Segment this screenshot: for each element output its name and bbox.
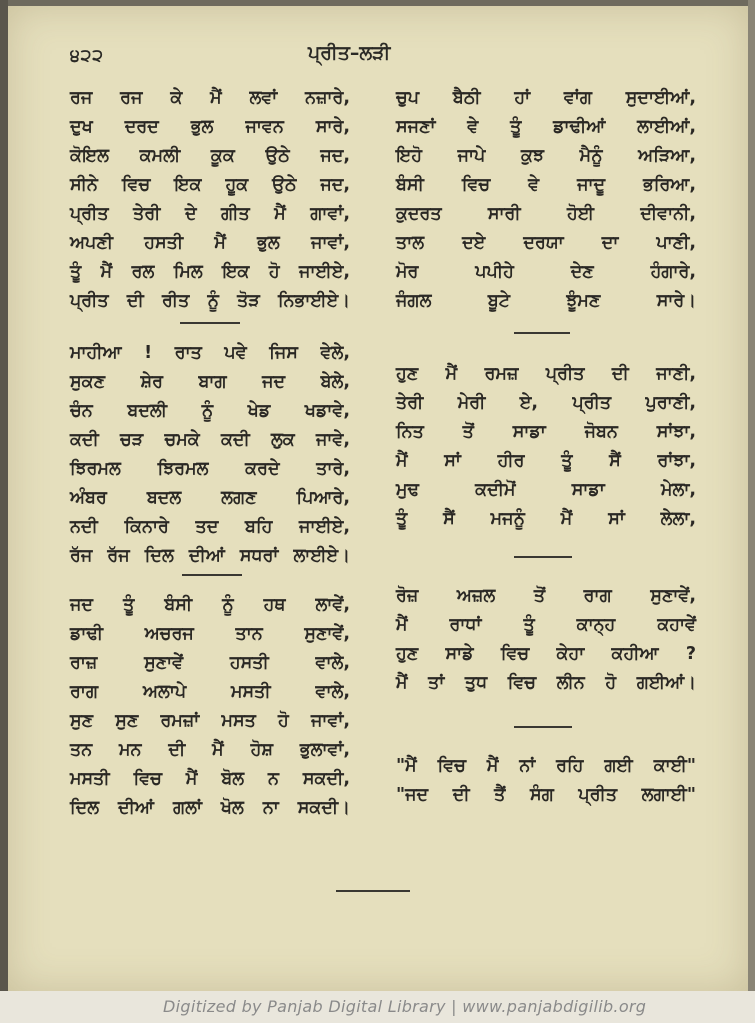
verse-line: ਹੁਣ ਸਾਡੇ ਵਿਚ ਕੇਹਾ ਕਹੀਆ ? (396, 644, 696, 664)
right-stanza-1 (396, 84, 696, 316)
verse-line: ਸੁਕਣ ਸ਼ੇਰ ਬਾਗ ਜਦ ਬੇਲੇ, (70, 372, 350, 392)
verse-line: ਮੈਂ ਰਾਧਾਂ ਤੂੰ ਕਾਨ੍ਹ ਕਹਾਵੇਂ (396, 615, 696, 635)
verse-line: ਮਾਹੀਆ ! ਰਾਤ ਪਵੇ ਜਿਸ ਵੇਲੇ, (70, 343, 350, 363)
verse-line: ਨਿਤ ਤੋਂ ਸਾਡਾ ਜੋਬਨ ਸਾਂਝਾ, (396, 422, 696, 442)
left-stanza-2 (70, 339, 350, 571)
left-stanza-1 (70, 84, 350, 316)
right-stanza-2 (396, 360, 696, 534)
right-closing-quote (396, 752, 696, 810)
verse-line: ਹੁਣ ਮੈਂ ਰਮਜ਼ ਪ੍ਰੀਤ ਦੀ ਜਾਣੀ, (396, 364, 696, 384)
verse-line: ਕੁਦਰਤ ਸਾਰੀ ਹੋਈ ਦੀਵਾਨੀ, (396, 204, 696, 224)
verse-line: ਜਦ ਤੂੰ ਬੰਸੀ ਨੂੰ ਹਥ ਲਾਵੇਂ, (70, 595, 350, 615)
stanza-divider (514, 556, 572, 558)
verse-line: ਬੰਸੀ ਵਿਚ ਵੇ ਜਾਦੂ ਭਰਿਆ, (396, 175, 696, 195)
verse-line: ਸੁਣ ਸੁਣ ਰਮਜ਼ਾਂ ਮਸਤ ਹੋ ਜਾਵਾਂ, (70, 711, 350, 731)
verse-line: ਇਹੋ ਜਾਪੇ ਕੁਝ ਮੈਨੂੰ ਅੜਿਆ, (396, 146, 696, 166)
page-header (8, 40, 748, 70)
stanza-divider (180, 322, 240, 324)
verse-line: ਤੂੰ ਸੈਂ ਮਜਨੂੰ ਮੈਂ ਸਾਂ ਲੇਲਾ, (396, 509, 696, 529)
verse-line: ਰਾਗ ਅਲਾਪੇ ਮਸਤੀ ਵਾਲੇ, (70, 682, 350, 702)
verse-line: ਮੈਂ ਸਾਂ ਹੀਰ ਤੂੰ ਸੈਂ ਰਾਂਝਾ, (396, 451, 696, 471)
verse-line: ਚੰਨ ਬਦਲੀ ਨੂੰ ਖੇਡ ਖਡਾਵੇ, (70, 401, 350, 421)
running-title: ਪ੍ਰੀਤ–ਲੜੀ (308, 42, 391, 64)
verse-line: ਅਪਣੀ ਹਸਤੀ ਮੈਂ ਭੁਲ ਜਾਵਾਂ, (70, 233, 350, 253)
verse-line: ਪ੍ਰੀਤ ਤੇਰੀ ਦੇ ਗੀਤ ਮੈਂ ਗਾਵਾਂ, (70, 204, 350, 224)
verse-line: ਚੁਪ ਬੈਠੀ ਹਾਂ ਵਾਂਗ ਸੁਦਾਈਆਂ, (396, 88, 696, 108)
verse-line: ਦਿਲ ਦੀਆਂ ਗਲਾਂ ਖੋਲ ਨਾ ਸਕਦੀ। (70, 798, 350, 818)
verse-line: ਰੱਜ ਰੱਜ ਦਿਲ ਦੀਆਂ ਸਧਰਾਂ ਲਾਈਏ। (70, 546, 350, 566)
verse-line: ਤਾਲ ਦਏ ਦਰਯਾ ਦਾ ਪਾਣੀ, (396, 233, 696, 253)
verse-line: ਮੁਢ ਕਦੀਮੋਂ ਸਾਡਾ ਮੇਲਾ, (396, 480, 696, 500)
verse-line: ਮਸਤੀ ਵਿਚ ਮੈਂ ਬੋਲ ਨ ਸਕਦੀ, (70, 769, 350, 789)
verse-line: ਦੁਖ ਦਰਦ ਭੁਲ ਜਾਵਨ ਸਾਰੇ, (70, 117, 350, 137)
left-stanza-3 (70, 591, 350, 823)
verse-line: ਕੋਇਲ ਕਮਲੀ ਕੂਕ ਉਠੇ ਜਦ, (70, 146, 350, 166)
verse-line: ਤੇਰੀ ਮੇਰੀ ਏ, ਪ੍ਰੀਤ ਪੁਰਾਣੀ, (396, 393, 696, 413)
verse-line: ਰੋਜ਼ ਅਜ਼ਲ ਤੋਂ ਰਾਗ ਸੁਣਾਵੇਂ, (396, 586, 696, 606)
verse-line: ਮੈਂ ਤਾਂ ਤੁਧ ਵਿਚ ਲੀਨ ਹੋ ਗਈਆਂ। (396, 673, 696, 693)
verse-line: ਸੀਨੇ ਵਿਚ ਇਕ ਹੂਕ ਉਠੇ ਜਦ, (70, 175, 350, 195)
verse-line: ਜੰਗਲ ਬੂਟੇ ਝੂੰਮਣ ਸਾਰੇ। (396, 291, 696, 311)
digitization-footer (0, 991, 755, 1023)
right-stanza-3 (396, 582, 696, 698)
verse-line: ਮੋਰ ਪਪੀਹੇ ਦੇਣ ਹੰਗਾਰੇ, (396, 262, 696, 282)
verse-line: ਤੂੰ ਮੈਂ ਰਲ ਮਿਲ ਇਕ ਹੋ ਜਾਈਏ, (70, 262, 350, 282)
verse-line: ਰਜ ਰਜ ਕੇ ਮੈਂ ਲਵਾਂ ਨਜ਼ਾਰੇ, (70, 88, 350, 108)
verse-line: ਕਦੀ ਚੜ ਚਮਕੇ ਕਦੀ ਲੁਕ ਜਾਵੇ, (70, 430, 350, 450)
verse-line: ਤਨ ਮਨ ਦੀ ਮੈਂ ਹੋਸ਼ ਭੁਲਾਵਾਂ, (70, 740, 350, 760)
book-page (8, 6, 748, 991)
quote-line: "ਜਦ ਦੀ ਤੈਂ ਸੰਗ ਪ੍ਰੀਤ ਲਗਾਈ" (396, 785, 696, 805)
verse-line: ਅੰਬਰ ਬਦਲ ਲਗਣ ਪਿਆਰੇ, (70, 488, 350, 508)
page-edge-shadow (748, 0, 755, 1023)
verse-line: ਪ੍ਰੀਤ ਦੀ ਰੀਤ ਨੂੰ ਤੋੜ ਨਿਭਾਈਏ। (70, 291, 350, 311)
book-spine-shadow (0, 0, 8, 1023)
page-number: ੪੨੨ (70, 46, 104, 66)
verse-line: ਡਾਢੀ ਅਚਰਜ ਤਾਨ ਸੁਣਾਵੇਂ, (70, 624, 350, 644)
verse-line: ਸਜਣਾਂ ਵੇ ਤੂੰ ਡਾਢੀਆਂ ਲਾਈਆਂ, (396, 117, 696, 137)
end-divider (336, 890, 410, 892)
quote-line: "ਮੈਂ ਵਿਚ ਮੈਂ ਨਾਂ ਰਹਿ ਗਈ ਕਾਈ" (396, 756, 696, 776)
stanza-divider (514, 726, 572, 728)
verse-line: ਝਿਰਮਲ ਝਿਰਮਲ ਕਰਦੇ ਤਾਰੇ, (70, 459, 350, 479)
verse-line: ਨਦੀ ਕਿਨਾਰੇ ਤਦ ਬਹਿ ਜਾਈਏ, (70, 517, 350, 537)
stanza-divider (182, 574, 242, 576)
footer-credit: Digitized by Panjab Digital Library | www.panjabdigilib.org (163, 997, 647, 1016)
stanza-divider (514, 332, 570, 334)
verse-line: ਰਾਜ਼ ਸੁਣਾਵੇਂ ਹਸਤੀ ਵਾਲੇ, (70, 653, 350, 673)
